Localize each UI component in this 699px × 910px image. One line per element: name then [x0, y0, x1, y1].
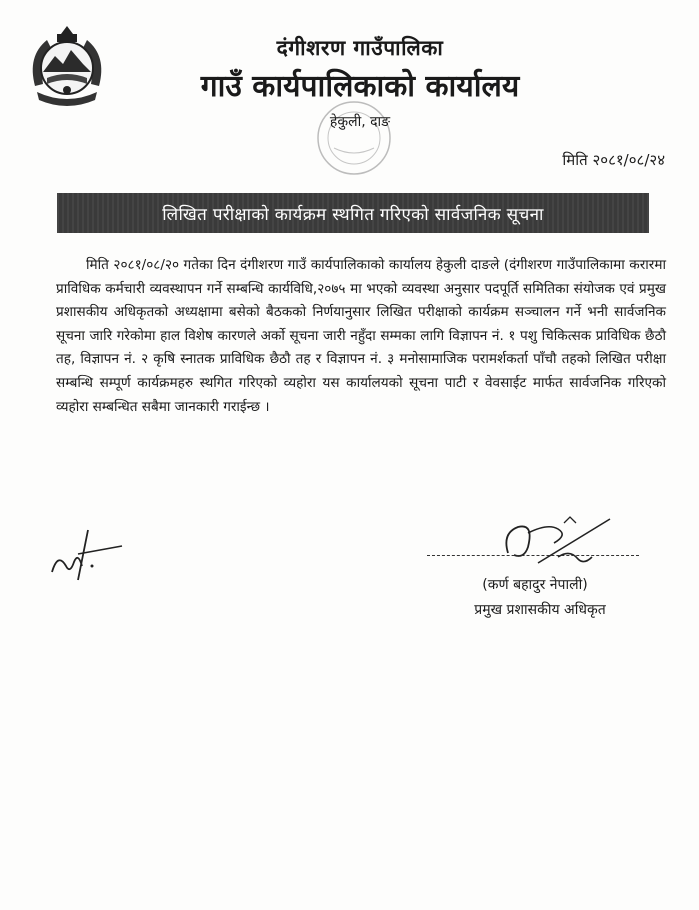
notice-title: लिखित परीक्षाको कार्यक्रम स्थगित गरिएको सार्वजनिक सूचना [162, 204, 544, 225]
nepal-emblem-icon [27, 26, 107, 112]
signature-line [427, 555, 639, 556]
notice-body-text: मिति २०८१/०८/२० गतेका दिन दंगीशरण गाउँ कार्यपालिकाको कार्यालय हेकुली दाङले (दंगीशरण गाउँपालिकामा करारमा प्राविधिक कर्मचारी व्यवस्थापन गर्ने सम्बन्धि कार्यविधि,२०७५ मा भएको व्यवस्था अनुसार पदपूर्ति समितिका संयोजक एवं प्रमुख प्रशासकीय अधिकृतको अध्यक्षामा बसेको बैठकको निर्णयानुसार लिखित परीक्षाको कार्यक्रम सञ्चालन गर्ने भनी सार्वजनिक सूचना जारि गरेकोमा हाल विशेष कारणले अर्को सूचना जारी नहुँदा सम्मका लागि विज्ञापन नं. १ पशु चिकित्सक प्राविधिक छैठौ तह, विज्ञापन नं. २ कृषि स्नातक प्राविधिक छैठौ तह र विज्ञापन नं. ३ मनोसामाजिक परामर्शकर्ता पाँचौ तहको लिखित परीक्षा सम्बन्धि सम्पूर्ण कार्यक्रमहरु स्थगित गरिएको व्यहोरा यस कार्यालयको सूचना पाटी र वेवसाईट मार्फत सार्वजनिक गरिएको व्यहोरा सम्बन्धित सबैमा जानकारी गराईन्छ । [56, 257, 666, 415]
initials-signature-icon [48, 522, 128, 586]
signatory-title: प्रमुख प्रशासकीय अधिकृत [474, 602, 606, 618]
office-name: गाउँ कार्यपालिकाको कार्यालय [200, 69, 520, 104]
notice-body [56, 254, 666, 419]
office-location: हेकुली, दाङ [329, 114, 391, 130]
notice-title-banner [57, 193, 649, 233]
municipality-name: दंगीशरण गाउँपालिका [276, 36, 444, 60]
office-stamp-icon [304, 98, 404, 180]
signatory-name: (कर्ण बहादुर नेपाली) [482, 577, 588, 593]
letter-date: मिति २०८१/०८/२४ [562, 151, 665, 169]
handwritten-signature-icon [498, 513, 614, 573]
